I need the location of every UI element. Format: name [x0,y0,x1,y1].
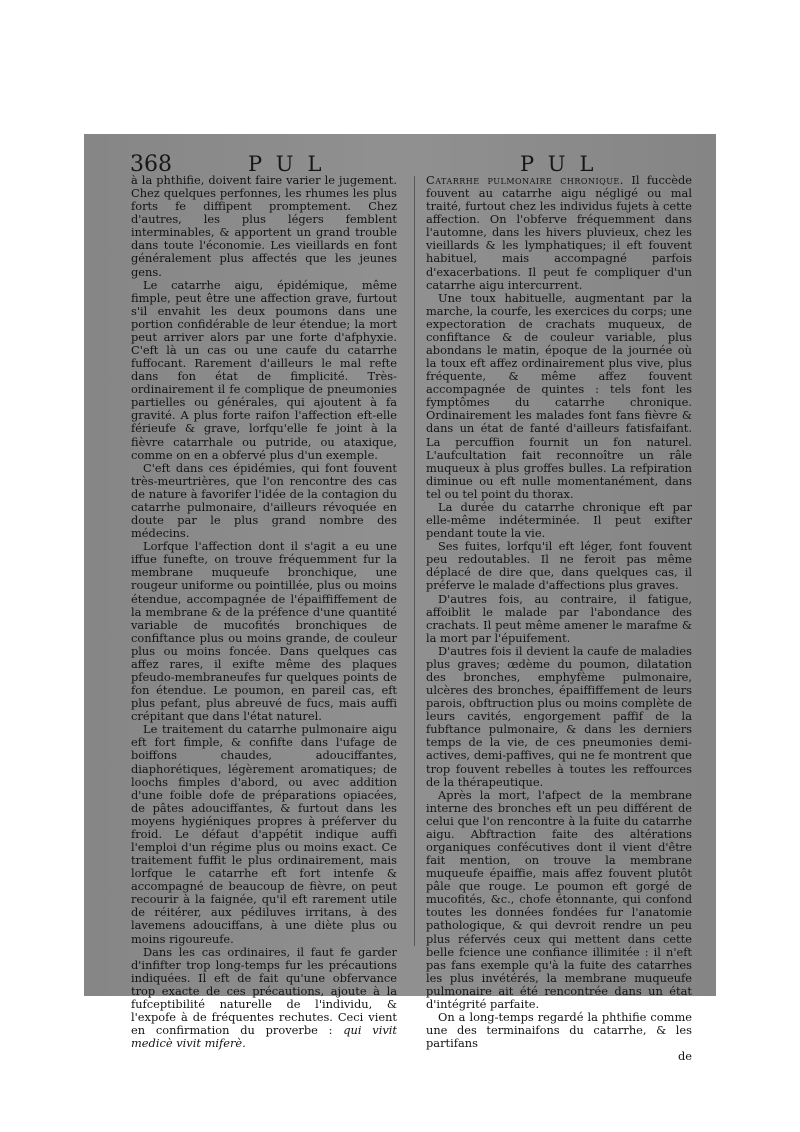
paragraph: C'eft dans ces épidémies, qui font fouvent très-meurtrières, que l'on rencontre des cas de nature à favorifer l'idée de la contagion du catarrhe pulmonaire, d'ailleurs révoquée en doute par le plus grand nombre des médecins. [131,460,397,541]
running-head-right: PUL [520,152,608,176]
paragraph: D'autres fois il devient la caufe de maladies plus graves; œdème du poumon, dilatation des bronches, emphyfème pulmonaire, ulcères des bronches, épaiffiffement de leurs parois, obftruction plus ou moins complète de leurs cavités, engorgement paffif de la fubftance pulmonaire, & dans les derniers temps de la vie, de ces pneumonies demi-actives, demi-paffives, qui ne fe montrent que trop fouvent rebelles à toutes les reffources de la thérapeutique. [426,643,692,789]
catchword: de [677,1049,692,1064]
paragraph: à la phthifie, doivent faire varier le jugement. Chez quelques perfonnes, les rhumes les plus forts fe diffipent promptement. Chez d'autres, les plus légers femblent interminables, & apportent un grand trouble dans toute l'économie. Les vieillards en font généralement plus affectés que les jeunes gens. [131,173,397,279]
proverb-latin: qui vivit medicè vivit miferè. [131,1023,397,1051]
right-column [426,174,692,1063]
paragraph: D'autres fois, au contraire, il fatigue, affoiblit le malade par l'abondance des crachats. Il peut même amener le marafme & la mort par l'épuifement. [426,591,692,645]
paragraph: Lorfque l'affection dont il s'agit a eu une iffue funefte, on trouve fréquemment fur la membrane muqueufe bronchique, une rougeur uniforme ou pointillée, plus ou moins étendue, accompagnée de l'épaiffiffement de la membrane & de la préfence d'une quantité variable de mucofités bronchiques de confiftance plus ou moins grande, de couleur plus ou moins foncée. Dans quelques cas affez rares, il exifte même des plaques pfeudo-membraneufes fur quelques points de fon étendue. Le poumon, en pareil cas, eft plus pefant, plus abreuvé de fucs, mais auffi crépitant que dans l'état naturel. [131,539,397,724]
running-head-left: PUL [248,152,336,176]
paragraph: Ses fuites, lorfqu'il eft léger, font fouvent peu redoutables. Il ne feroit pas même déplacé de dire que, dans quelques cas, il préferve le malade d'affections plus graves. [426,539,692,593]
paragraph: Le catarrhe aigu, épidémique, même fimple, peut être une affection grave, furtout s'il envahit les deux poumons dans une portion confidérable de leur étendue; la mort peut arriver alors par une forte d'afphyxie. C'eft là un cas ou une caufe du catarrhe fuffocant. Rarement d'ailleurs le mal refte dans fon état de fimplicité. Très-ordinairement il fe complique de pneumonies partielles ou générales, qui ajoutent à fa gravité. A plus forte raifon l'affection eft-elle férieufe & grave, lorfqu'elle fe joint à la fièvre catarrhale ou putride, ou ataxique, comme on en a obfervé plus d'un exemple. [131,277,397,462]
paragraph-section-start [426,174,692,292]
column-divider [414,176,415,946]
page-number: 368 [130,152,172,177]
paragraph: Après la mort, l'afpect de la membrane interne des bronches eft un peu différent de celui que l'on rencontre à la fuite du catarrhe aigu. Abftraction faite des altérations organiques confécutives dont il vient d'être fait mention, on trouve la membrane muqueufe épaiffie, mais affez fouvent plutôt pâle que rouge. Le poumon eft gorgé de mucofités, &c., chofe étonnante, qui confond toutes les données fondées fur l'anatomie pathologique, & qui devroit rendre un peu plus réfervés ceux qui mettent dans cette belle fcience une confiance illimitée : il n'eft pas fans exemple qu'à la fuite des catarrhes les plus invétérés, la membrane muqueufe pulmonaire ait été rencontrée dans un état d'intégrité parfaite. [426,787,692,1011]
paragraph: La durée du catarrhe chronique eft par elle-même indéterminée. Il peut exifter pendant toute la vie. [426,499,692,541]
proverb-lead-text: Dans les cas ordinaires, il faut fe garder d'infifter trop long-temps fur les précautions indiquées. Il eft de fait qu'une obfervance trop exacte de ces précautions, ajoute à la fufceptibilité naturelle de l'individu, & l'expofe à de fréquentes rechutes. Ceci vient en confirmation du proverbe : [131,944,397,1038]
paragraph: On a long-temps regardé la phthifie comme une des terminaifons du catarrhe, & les partifans [426,1010,692,1051]
paragraph: Le traitement du catarrhe pulmonaire aigu eft fort fimple, & confifte dans l'ufage de boiffons chaudes, adouciffantes, diaphorétiques, légèrement aromatiques; de loochs fimples d'abord, ou avec addition d'une foible dofe de préparations opiacées, de pâtes adouciffantes, & furtout dans les moyens hygiéniques propres à préferver du froid. Le défaut d'appétit indique auffi l'emploi d'un régime plus ou moins exact. Ce traitement fuffit le plus ordinairement, mais lorfque le catarrhe eft fort intenfe & accompagné de beaucoup de fièvre, on peut recourir à la faignée, qu'il eft rarement utile de réitérer, aux pédiluves irritans, à des lavemens adouciffans, à une diète plus ou moins rigoureufe. [131,722,397,946]
paragraph-proverb [131,946,397,1051]
left-column [131,174,397,1050]
section-title: Catarrhe pulmonaire chronique. [426,173,624,187]
paragraph: Une toux habituelle, augmentant par la marche, la courfe, les exercices du corps; une expectoration de crachats muqueux, de confiftance & de couleur variable, plus abondans le matin, époque de la journée où la toux eft affez ordinairement plus vive, plus fréquente, & même affez fouvent accompagnée de quintes : tels font les fymptômes du catarrhe chronique. Ordinairement les malades font fans fièvre & dans un état de fanté d'ailleurs fatisfaifant. La percuffion fournit un fon naturel. L'aufcultation fait reconnoître un râle muqueux à plus groffes bulles. La refpiration diminue ou eft nulle momentanément, dans tel ou tel point du thorax. [426,290,692,501]
section-text: Il fuccède fouvent au catarrhe aigu négligé ou mal traité, furtout chez les individus fujets à cette affection. On l'obferve fréquemment dans l'automne, dans les hivers pluvieux, chez les vieillards & les lymphatiques; il eft fouvent habituel, mais accompagné parfois d'exacerbations. Il peut fe compliquer d'un catarrhe aigu intercurrent. [426,173,692,292]
